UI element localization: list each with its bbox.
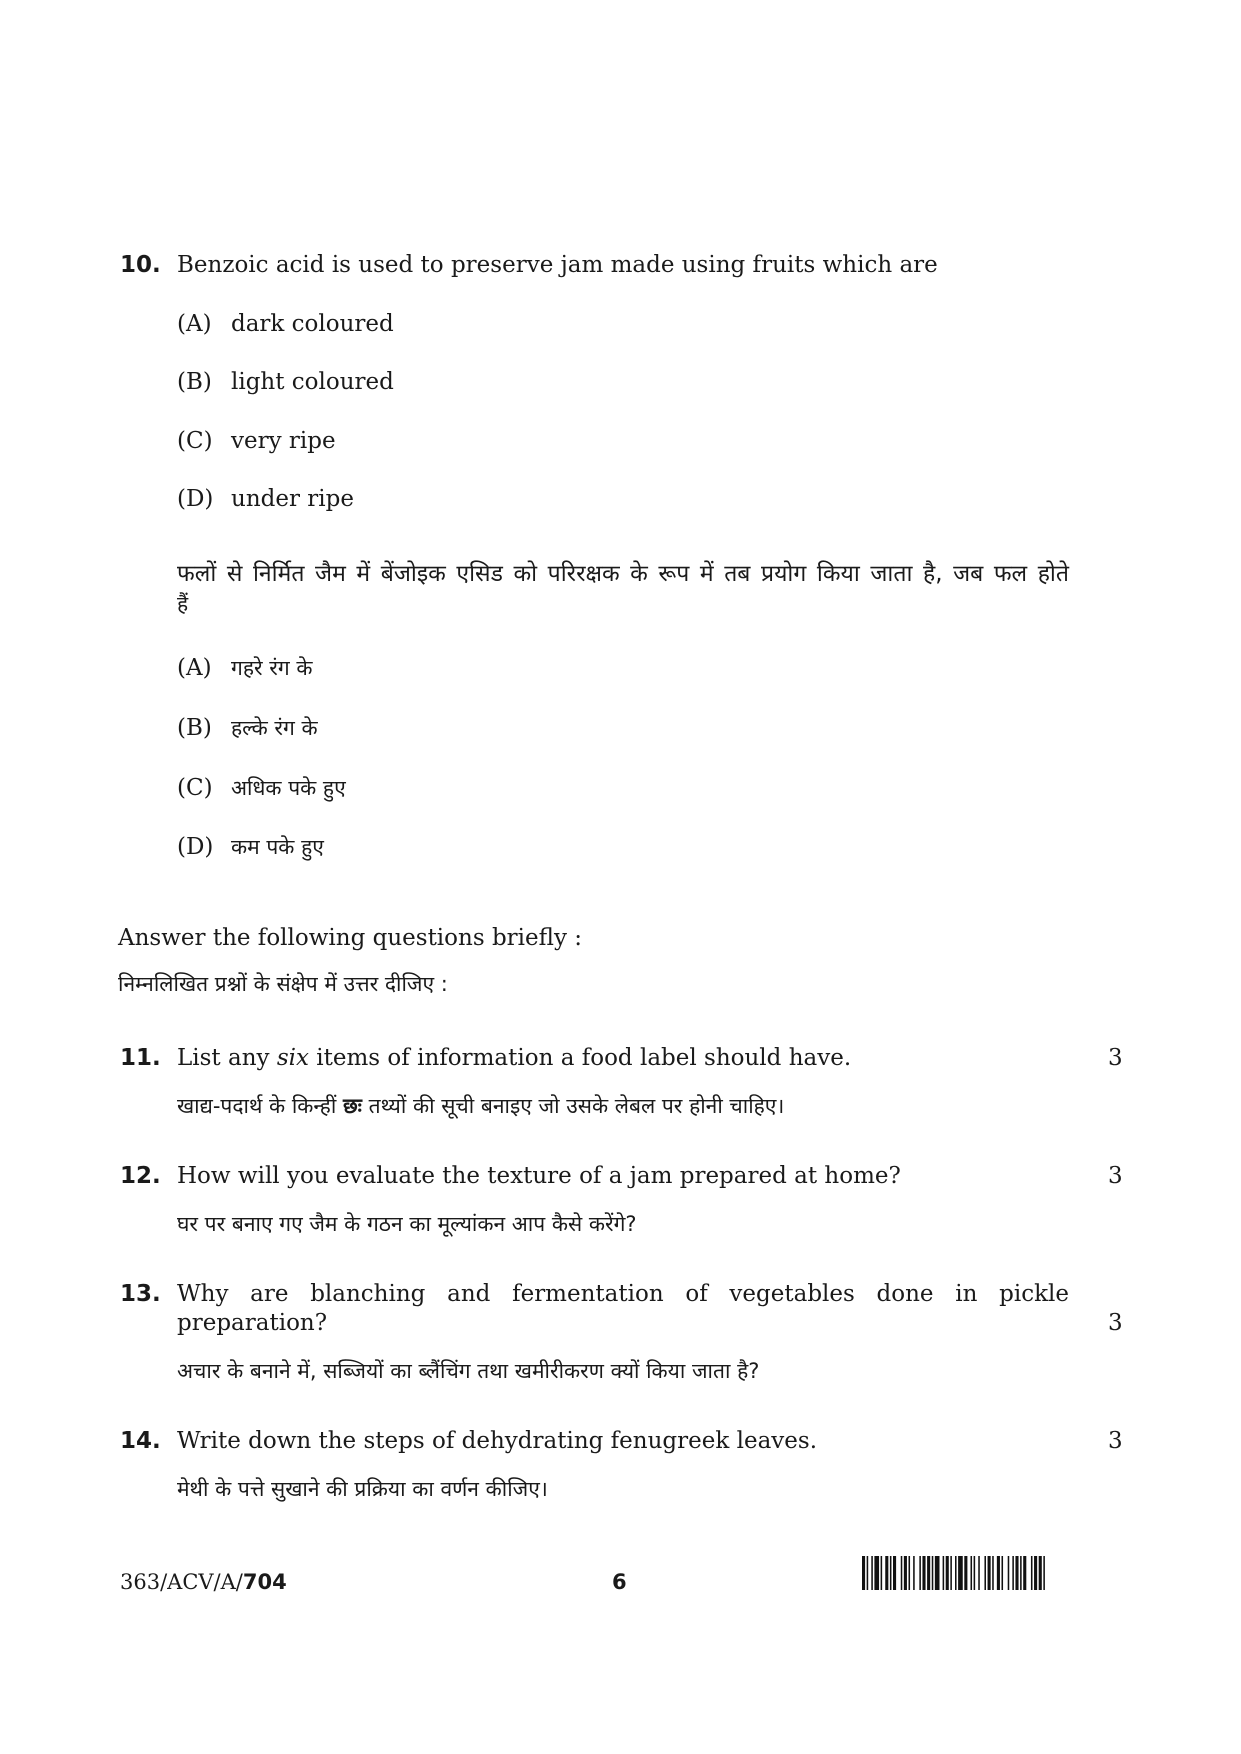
question-10-option-c (177, 428, 336, 454)
barcode-icon (862, 1556, 1124, 1590)
question-13-marks: 3 (1108, 1310, 1123, 1336)
question-11-hindi: खाद्य-पदार्थ के किन्हीं छः तथ्यों की सूची बनाइए जो उसके लेबल पर होनी चाहिए। (177, 1094, 785, 1118)
question-10-hindi-line-1: फलों से निर्मित जैम में बेंजोइक एसिड को परिरक्षक के रूप में तब प्रयोग किया जाता है, जब फल होते (177, 561, 1069, 587)
question-10-text: Benzoic acid is used to preserve jam made using fruits which are (177, 252, 938, 278)
question-13-text-line-1: Why are blanching and fermentation of vegetables done in pickle (177, 1281, 1069, 1307)
page-number: 6 (612, 1570, 627, 1594)
option-text: हल्के रंग के (231, 716, 318, 740)
section-instruction-english: Answer the following questions briefly : (118, 925, 583, 951)
question-13-text-line-2: preparation? (177, 1310, 328, 1336)
option-text: dark coloured (231, 311, 394, 337)
option-text: very ripe (231, 428, 336, 454)
option-text: अधिक पके हुए (231, 776, 346, 800)
question-10-hindi-line-2: हैं (177, 592, 189, 616)
paper-code: 363/ACV/A/704 (120, 1570, 287, 1594)
question-10-hindi-option-b (177, 714, 318, 742)
option-label: (A) (177, 655, 212, 681)
emphasis-six-hindi: छः (342, 1094, 362, 1118)
option-text: कम पके हुए (231, 835, 324, 859)
question-10-number: 10. (120, 252, 161, 278)
question-13-hindi: अचार के बनाने में, सब्जियों का ब्लैंचिंग तथा खमीरीकरण क्यों किया जाता है? (177, 1359, 760, 1383)
option-text: light coloured (231, 369, 394, 395)
question-13-number: 13. (120, 1281, 161, 1307)
option-label: (D) (177, 834, 214, 860)
question-12-number: 12. (120, 1163, 161, 1189)
question-11-text: List any six items of information a food label should have. (177, 1045, 852, 1071)
question-11-number: 11. (120, 1045, 161, 1071)
option-label: (B) (177, 369, 212, 395)
emphasis-six: six (276, 1045, 309, 1071)
option-text: गहरे रंग के (231, 656, 313, 680)
question-11-marks: 3 (1108, 1045, 1123, 1071)
question-10-option-d (177, 486, 354, 512)
question-12-marks: 3 (1108, 1163, 1123, 1189)
option-label: (D) (177, 486, 214, 512)
question-12-hindi: घर पर बनाए गए जैम के गठन का मूल्यांकन आप कैसे करेंगे? (177, 1212, 637, 1236)
question-14-hindi: मेथी के पत्ते सुखाने की प्रक्रिया का वर्णन कीजिए। (177, 1477, 548, 1501)
question-10-hindi-option-c (177, 774, 346, 802)
question-10-option-a (177, 311, 394, 337)
question-14-marks: 3 (1108, 1428, 1123, 1454)
question-14-number: 14. (120, 1428, 161, 1454)
question-14-text: Write down the steps of dehydrating fenugreek leaves. (177, 1428, 818, 1454)
question-10-option-b (177, 369, 394, 395)
question-10-hindi-option-a (177, 654, 312, 682)
option-label: (A) (177, 311, 212, 337)
option-text: under ripe (231, 486, 354, 512)
question-12-text: How will you evaluate the texture of a jam prepared at home? (177, 1163, 901, 1189)
section-instruction-hindi: निम्नलिखित प्रश्नों के संक्षेप में उत्तर दीजिए : (118, 972, 448, 996)
option-label: (B) (177, 715, 212, 741)
question-10-hindi-option-d (177, 833, 324, 861)
option-label: (C) (177, 775, 213, 801)
option-label: (C) (177, 428, 213, 454)
